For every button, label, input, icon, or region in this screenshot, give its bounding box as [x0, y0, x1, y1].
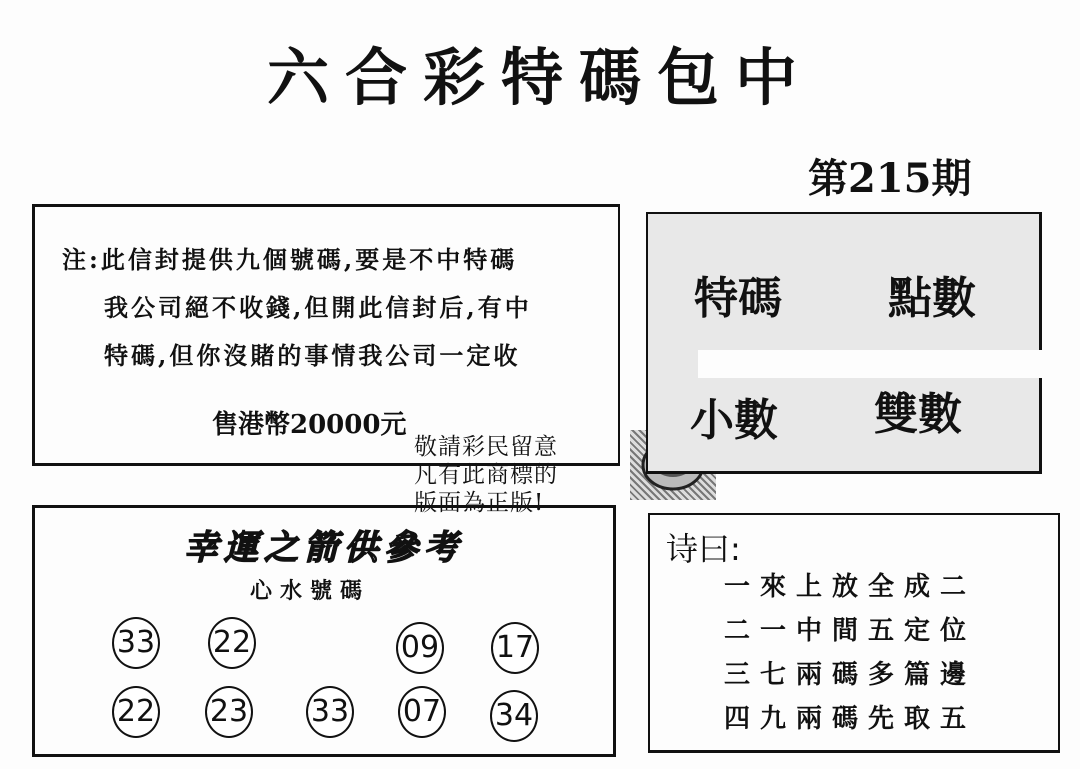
- category-small: 小數: [690, 395, 778, 446]
- poem-line: 二一中間五定位: [724, 616, 977, 646]
- authenticity-line-3: 版面為正版!: [414, 490, 545, 516]
- poem-line: 四九兩碼先取五: [724, 704, 977, 734]
- poem-line: 一來上放全成二: [724, 572, 977, 602]
- issue-number: 第215期: [808, 155, 972, 202]
- category-special-code: 特碼: [694, 273, 782, 324]
- lucky-subtitle: 心水號碼: [250, 578, 371, 604]
- number-ball: 17: [491, 622, 539, 674]
- note-line-3: 特碼,但你沒賭的事情我公司一定收: [104, 341, 521, 370]
- authenticity-line-1: 敬請彩民留意: [414, 434, 558, 460]
- lucky-title: 幸運之箭供參考: [184, 528, 464, 568]
- number-ball: 22: [112, 686, 160, 738]
- note-line-2: 我公司絕不收錢,但開此信封后,有中: [104, 293, 532, 322]
- number-ball: 33: [112, 617, 160, 669]
- category-points: 點數: [888, 273, 976, 324]
- price-text: 售港幣20000元: [212, 410, 407, 440]
- category-panel-notch: [698, 350, 1048, 378]
- poem-heading: 诗曰:: [666, 530, 741, 568]
- authenticity-line-2: 凡有此商標的: [414, 462, 558, 488]
- number-ball: 22: [208, 617, 256, 669]
- number-ball: 33: [306, 686, 354, 738]
- number-ball: 07: [398, 686, 446, 738]
- page-title: 六合彩特碼包中: [266, 41, 813, 114]
- number-ball: 09: [396, 622, 444, 674]
- category-even: 雙數: [874, 389, 962, 440]
- note-line-1: 注:此信封提供九個號碼,要是不中特碼: [62, 245, 518, 274]
- poem-line: 三七兩碼多篇邊: [724, 660, 977, 690]
- number-ball: 34: [490, 690, 538, 742]
- number-ball: 23: [205, 686, 253, 738]
